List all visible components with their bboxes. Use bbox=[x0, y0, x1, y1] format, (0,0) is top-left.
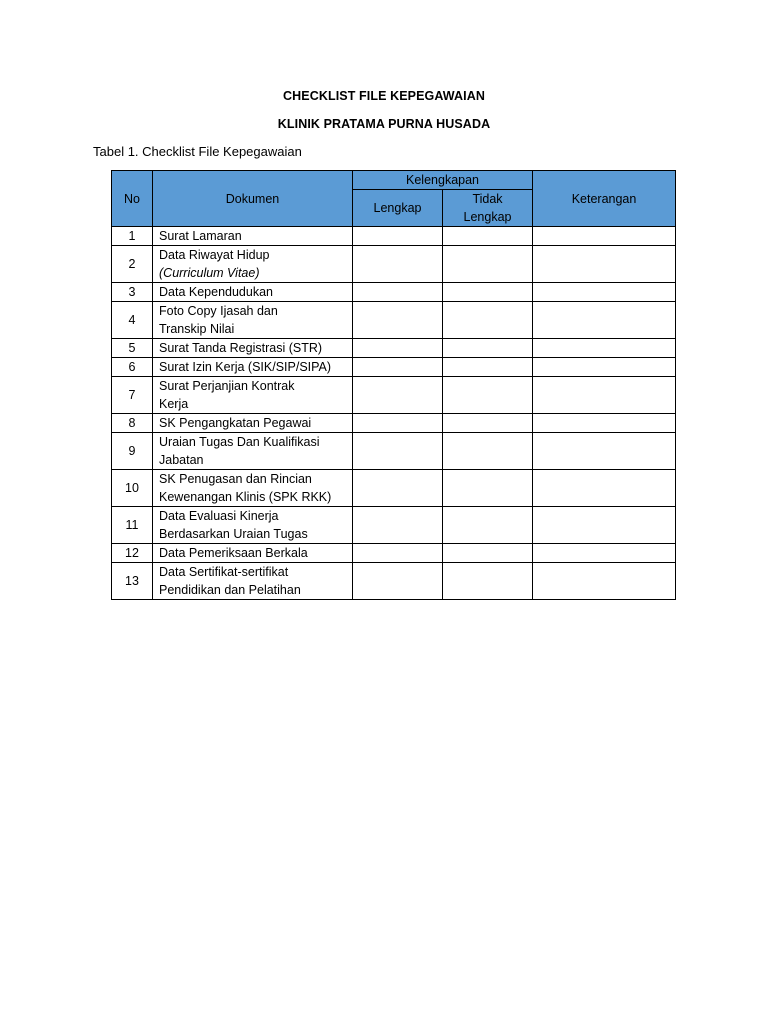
keterangan-cell[interactable] bbox=[533, 544, 676, 563]
table-header bbox=[112, 171, 676, 227]
document-name-line: Surat Lamaran bbox=[159, 229, 242, 243]
header-dokumen: Dokumen bbox=[153, 171, 353, 227]
tidak-lengkap-cell[interactable] bbox=[443, 433, 533, 470]
table-row bbox=[112, 339, 676, 358]
document-name bbox=[153, 544, 353, 563]
document-name bbox=[153, 283, 353, 302]
keterangan-cell[interactable] bbox=[533, 339, 676, 358]
keterangan-cell[interactable] bbox=[533, 227, 676, 246]
tidak-lengkap-cell[interactable] bbox=[443, 377, 533, 414]
document-name bbox=[153, 433, 353, 470]
document-name-line: SK Pengangkatan Pegawai bbox=[159, 416, 312, 430]
header-keterangan: Keterangan bbox=[533, 171, 676, 227]
document-name-line: Data Kependudukan bbox=[159, 285, 273, 299]
lengkap-cell[interactable] bbox=[353, 377, 443, 414]
table-row bbox=[112, 544, 676, 563]
row-number: 10 bbox=[112, 470, 153, 507]
lengkap-cell[interactable] bbox=[353, 358, 443, 377]
document-name-line: Uraian Tugas Dan Kualifikasi bbox=[159, 435, 320, 449]
document-name bbox=[153, 414, 353, 433]
document-name-line: Surat Tanda Registrasi (STR) bbox=[159, 341, 323, 355]
checklist-table bbox=[111, 170, 676, 600]
tidak-lengkap-cell[interactable] bbox=[443, 414, 533, 433]
document-name bbox=[153, 302, 353, 339]
document-name bbox=[153, 339, 353, 358]
document-name-line: Data Sertifikat-sertifikat bbox=[159, 565, 289, 579]
lengkap-cell[interactable] bbox=[353, 544, 443, 563]
header-tidak-line: Tidak bbox=[472, 192, 503, 206]
row-number: 1 bbox=[112, 227, 153, 246]
keterangan-cell[interactable] bbox=[533, 302, 676, 339]
document-name bbox=[153, 377, 353, 414]
table-row bbox=[112, 302, 676, 339]
document-name-line: Foto Copy Ijasah dan bbox=[159, 304, 278, 318]
document-name-line: Data Pemeriksaan Berkala bbox=[159, 546, 308, 560]
lengkap-cell[interactable] bbox=[353, 433, 443, 470]
document-name-line: (Curriculum Vitae) bbox=[159, 266, 260, 280]
keterangan-cell[interactable] bbox=[533, 563, 676, 600]
table-row bbox=[112, 414, 676, 433]
row-number: 8 bbox=[112, 414, 153, 433]
keterangan-cell[interactable] bbox=[533, 283, 676, 302]
document-name-line: Data Evaluasi Kinerja bbox=[159, 509, 279, 523]
lengkap-cell[interactable] bbox=[353, 414, 443, 433]
document-name-line: Transkip Nilai bbox=[159, 322, 235, 336]
lengkap-cell[interactable] bbox=[353, 507, 443, 544]
row-number: 6 bbox=[112, 358, 153, 377]
row-number: 5 bbox=[112, 339, 153, 358]
document-subtitle: KLINIK PRATAMA PURNA HUSADA bbox=[277, 117, 491, 131]
row-number: 12 bbox=[112, 544, 153, 563]
document-name bbox=[153, 227, 353, 246]
keterangan-cell[interactable] bbox=[533, 246, 676, 283]
lengkap-cell[interactable] bbox=[353, 470, 443, 507]
tidak-lengkap-cell[interactable] bbox=[443, 358, 533, 377]
lengkap-cell[interactable] bbox=[353, 302, 443, 339]
tidak-lengkap-cell[interactable] bbox=[443, 544, 533, 563]
row-number: 9 bbox=[112, 433, 153, 470]
lengkap-cell[interactable] bbox=[353, 563, 443, 600]
row-number: 2 bbox=[112, 246, 153, 283]
keterangan-cell[interactable] bbox=[533, 414, 676, 433]
keterangan-cell[interactable] bbox=[533, 377, 676, 414]
document-name-line: Kewenangan Klinis (SPK RKK) bbox=[159, 490, 332, 504]
table-body bbox=[112, 227, 676, 600]
table-row bbox=[112, 470, 676, 507]
table-row bbox=[112, 433, 676, 470]
row-number: 3 bbox=[112, 283, 153, 302]
tidak-lengkap-cell[interactable] bbox=[443, 302, 533, 339]
document-name-line: Jabatan bbox=[159, 453, 204, 467]
keterangan-cell[interactable] bbox=[533, 358, 676, 377]
document-name bbox=[153, 358, 353, 377]
table-row bbox=[112, 246, 676, 283]
table-row bbox=[112, 377, 676, 414]
document-name-line: Data Riwayat Hidup bbox=[159, 248, 270, 262]
table-row bbox=[112, 227, 676, 246]
tidak-lengkap-cell[interactable] bbox=[443, 470, 533, 507]
keterangan-cell[interactable] bbox=[533, 433, 676, 470]
header-lengkap: Lengkap bbox=[353, 190, 443, 227]
tidak-lengkap-cell[interactable] bbox=[443, 339, 533, 358]
tidak-lengkap-cell[interactable] bbox=[443, 283, 533, 302]
row-number: 11 bbox=[112, 507, 153, 544]
document-name-line: Surat Perjanjian Kontrak bbox=[159, 379, 295, 393]
table-row bbox=[112, 358, 676, 377]
table-row bbox=[112, 283, 676, 302]
document-name bbox=[153, 563, 353, 600]
row-number: 13 bbox=[112, 563, 153, 600]
table-caption: Tabel 1. Checklist File Kepegawaian bbox=[93, 144, 302, 159]
document-name-line: Surat Izin Kerja (SIK/SIP/SIPA) bbox=[159, 360, 332, 374]
document-name-line: Kerja bbox=[159, 397, 189, 411]
lengkap-cell[interactable] bbox=[353, 283, 443, 302]
row-number: 7 bbox=[112, 377, 153, 414]
document-name-line: SK Penugasan dan Rincian bbox=[159, 472, 312, 486]
tidak-lengkap-cell[interactable] bbox=[443, 246, 533, 283]
table-row bbox=[112, 563, 676, 600]
lengkap-cell[interactable] bbox=[353, 339, 443, 358]
document-name-line: Pendidikan dan Pelatihan bbox=[159, 583, 301, 597]
keterangan-cell[interactable] bbox=[533, 470, 676, 507]
header-no: No bbox=[112, 171, 153, 227]
lengkap-cell[interactable] bbox=[353, 227, 443, 246]
tidak-lengkap-cell[interactable] bbox=[443, 507, 533, 544]
keterangan-cell[interactable] bbox=[533, 507, 676, 544]
document-title: CHECKLIST FILE KEPEGAWAIAN bbox=[283, 89, 485, 103]
header-kelengkapan: Kelengkapan bbox=[353, 171, 533, 190]
document-name bbox=[153, 507, 353, 544]
header-lengkap-line: Lengkap bbox=[463, 210, 512, 224]
document-name-line: Berdasarkan Uraian Tugas bbox=[159, 527, 308, 541]
table-row bbox=[112, 507, 676, 544]
header-tidak-lengkap bbox=[443, 190, 533, 227]
lengkap-cell[interactable] bbox=[353, 246, 443, 283]
document-name bbox=[153, 470, 353, 507]
row-number: 4 bbox=[112, 302, 153, 339]
tidak-lengkap-cell[interactable] bbox=[443, 227, 533, 246]
document-name bbox=[153, 246, 353, 283]
tidak-lengkap-cell[interactable] bbox=[443, 563, 533, 600]
